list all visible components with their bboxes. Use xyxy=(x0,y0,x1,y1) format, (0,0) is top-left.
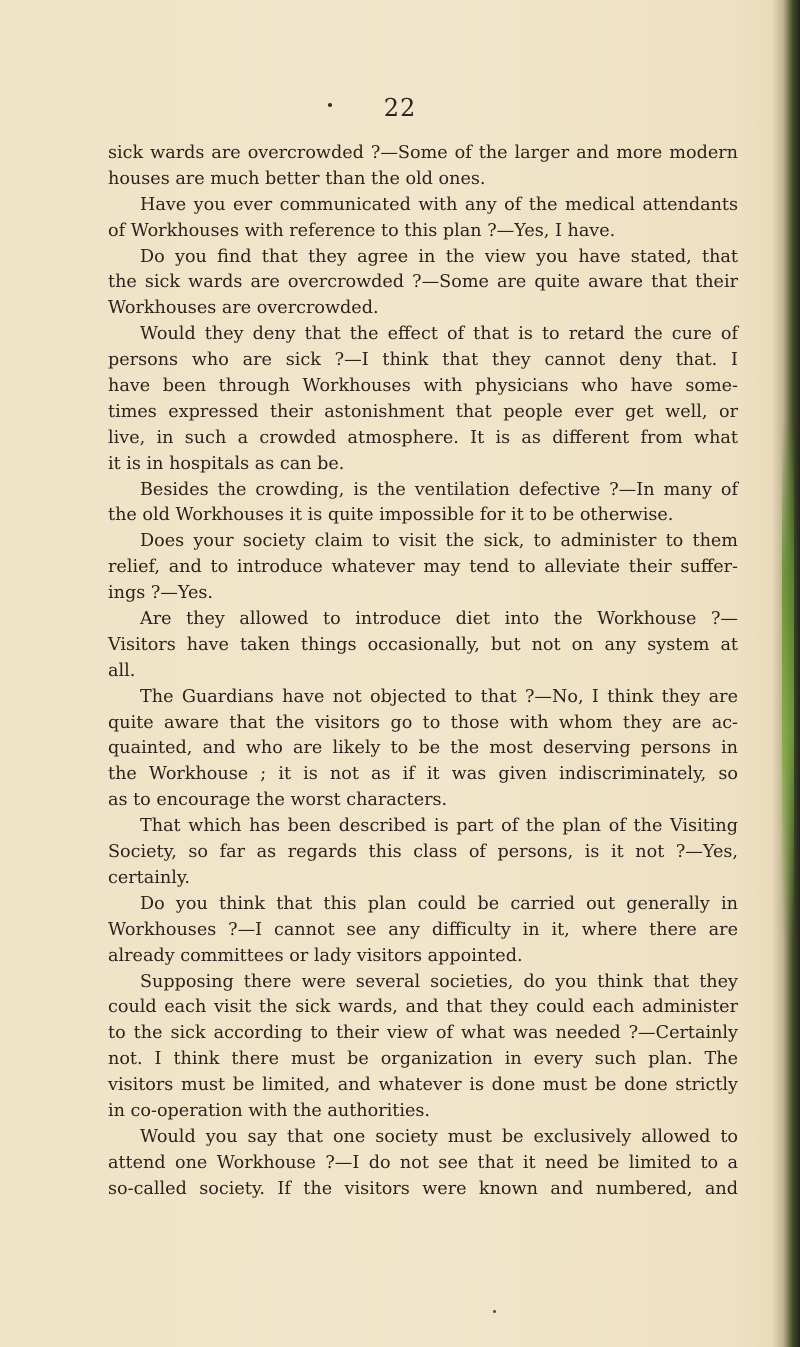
text-line: Does your society claim to visit the sick, to administer to them xyxy=(140,531,738,552)
text-line: of Workhouses with reference to this plan ?—Yes, I have. xyxy=(108,220,616,241)
text-line: relief, and to introduce whatever may tend to alleviate their suffer- xyxy=(108,557,738,578)
text-line: Visitors have taken things occasionally, but not on any system at xyxy=(108,634,738,655)
body-text xyxy=(108,141,738,1203)
ink-speck xyxy=(493,1310,496,1313)
text-line: Workhouses ?—I cannot see any difficulty in it, where there are xyxy=(108,919,738,940)
text-line: Do you find that they agree in the view you have stated, that xyxy=(140,246,738,267)
text-line: attend one Workhouse ?—I do not see that it need be limited to a xyxy=(108,1152,738,1173)
text-line: Are they allowed to introduce diet into the Workhouse ?— xyxy=(140,609,738,630)
text-line: have been through Workhouses with physicians who have some- xyxy=(108,376,738,397)
text-line: certainly. xyxy=(108,867,191,888)
text-line: Would you say that one society must be exclusively allowed to xyxy=(140,1126,738,1147)
text-line: Society, so far as regards this class of persons, is it not ?—Yes, xyxy=(108,842,738,863)
text-line: sick wards are overcrowded ?—Some of the larger and more modern xyxy=(108,143,738,163)
text-line: live, in such a crowded atmosphere. It is as different from what xyxy=(108,427,738,448)
text-line: not. I think there must be organization in every such plan. The xyxy=(108,1049,738,1070)
text-line: The Guardians have not objected to that ?—No, I think they are xyxy=(140,686,738,707)
text-line: Do you think that this plan could be carried out generally in xyxy=(140,893,738,914)
text-line: the sick wards are overcrowded ?—Some are quite aware that their xyxy=(108,272,738,293)
text-line: the old Workhouses it is quite impossible for it to be otherwise. xyxy=(108,505,674,526)
text-line: could each visit the sick wards, and that they could each administer xyxy=(108,997,738,1018)
text-line: all. xyxy=(108,660,136,681)
text-line: it is in hospitals as can be. xyxy=(108,453,345,474)
text-line: ings ?—Yes. xyxy=(108,583,213,604)
text-line: Supposing there were several societies, do you think that they xyxy=(140,971,738,992)
text-line: as to encourage the worst characters. xyxy=(108,790,448,811)
text-line: quainted, and who are likely to be the most deserving persons in xyxy=(108,738,738,759)
text-line: quite aware that the visitors go to those with whom they are ac- xyxy=(108,712,738,733)
text-line: Have you ever communicated with any of the medical attendants xyxy=(140,194,738,215)
text-line: the Workhouse ; it is not as if it was given indiscriminately, so xyxy=(108,764,738,785)
text-line: persons who are sick ?—I think that they cannot deny that. I xyxy=(108,350,738,371)
text-line: Besides the crowding, is the ventilation defective ?—In many of xyxy=(140,479,738,500)
text-line: That which has been described is part of the plan of the Visiting xyxy=(140,816,738,837)
text-line: Would they deny that the effect of that is to retard the cure of xyxy=(140,324,738,345)
text-line: to the sick according to their view of what was needed ?—Certainly xyxy=(108,1023,738,1044)
text-line: so-called society. If the visitors were known and numbered, and xyxy=(108,1178,738,1199)
text-line: times expressed their astonishment that people ever get well, or xyxy=(108,401,738,422)
page-number: 22 xyxy=(383,94,417,122)
text-line: houses are much better than the old ones. xyxy=(108,168,486,189)
text-line: already committees or lady visitors appointed. xyxy=(108,945,523,966)
text-line: in co-operation with the authorities. xyxy=(108,1100,430,1121)
text-line: Workhouses are overcrowded. xyxy=(108,298,379,319)
page-edge-discoloration xyxy=(782,420,794,940)
text-line: visitors must be limited, and whatever is done must be done strictly xyxy=(108,1075,738,1096)
